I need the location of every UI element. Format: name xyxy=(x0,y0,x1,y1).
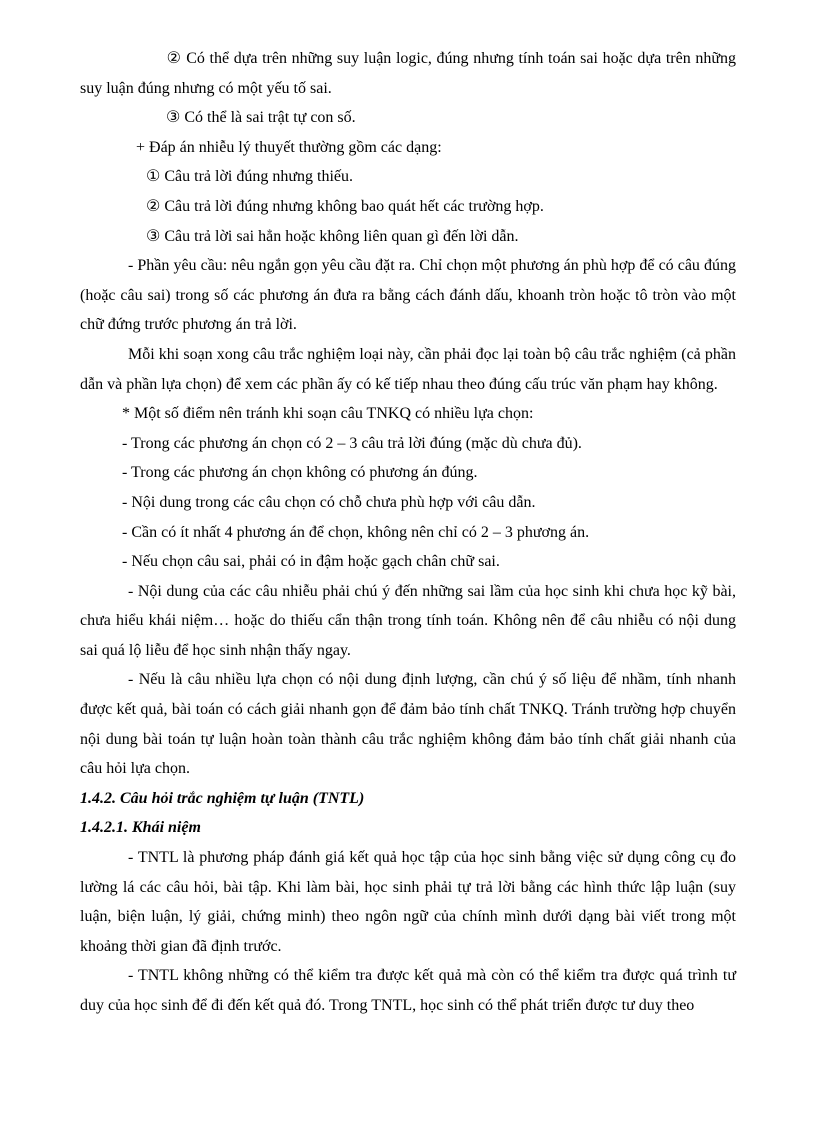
paragraph: - Phần yêu cầu: nêu ngắn gọn yêu cầu đặt ra. Chỉ chọn một phương án phù hợp để có câu đúng (hoặc câu sai) trong số các phương án đưa ra bằng cách đánh dấu, khoanh tròn hoặc tô tròn vào một chữ đứng trước phương án trả lời. xyxy=(80,257,736,334)
paragraph: Mỗi khi soạn xong câu trắc nghiệm loại này, cần phải đọc lại toàn bộ câu trắc nghiệm (cả phần dẫn và phần lựa chọn) để xem các phần ấy có kế tiếp nhau theo đúng cấu trúc văn phạm hay không. xyxy=(80,345,736,393)
paragraph: + Đáp án nhiễu lý thuyết thường gồm các dạng: xyxy=(136,138,442,156)
paragraph: ② Câu trả lời đúng nhưng không bao quát hết các trường hợp. xyxy=(146,197,544,215)
paragraph: ③ Câu trả lời sai hẳn hoặc không liên quan gì đến lời dẫn. xyxy=(146,227,519,245)
section-heading: 1.4.2. Câu hỏi trắc nghiệm tự luận (TNTL) xyxy=(80,789,365,807)
paragraph: - Nếu chọn câu sai, phải có in đậm hoặc gạch chân chữ sai. xyxy=(122,553,500,571)
paragraph: - Trong các phương án chọn có 2 – 3 câu trả lời đúng (mặc dù chưa đủ). xyxy=(122,434,582,452)
subsection-heading: 1.4.2.1. Khái niệm xyxy=(80,819,201,837)
paragraph: ③ Có thể là sai trật tự con số. xyxy=(166,109,356,127)
paragraph: - Trong các phương án chọn không có phương án đúng. xyxy=(122,464,478,482)
paragraph: - TNTL là phương pháp đánh giá kết quả học tập của học sinh bằng việc sử dụng công cụ đo lường lá các câu hỏi, bài tập. Khi làm bài, học sinh phải tự trả lời bằng các hình thức lập luận (suy luận, biện luận, lý giải, chứng minh) theo ngôn ngữ của chính mình dưới dạng bài viết trong một khoảng thời gian đã định trước. xyxy=(80,849,736,955)
paragraph xyxy=(80,44,736,103)
paragraph: * Một số điểm nên tránh khi soạn câu TNKQ có nhiều lựa chọn: xyxy=(122,405,534,423)
document-page xyxy=(80,44,736,1021)
paragraph: - Nếu là câu nhiều lựa chọn có nội dung định lượng, cần chú ý số liệu để nhầm, tính nhanh được kết quả, bài toán có cách giải nhanh gọn để đảm bảo tính chất TNKQ. Tránh trường hợp chuyển nội dung bài toán tự luận hoàn toàn thành câu trắc nghiệm không đảm bảo tính chất giải nhanh của câu hỏi lựa chọn. xyxy=(80,671,736,778)
paragraph: - Nội dung của các câu nhiễu phải chú ý đến những sai lầm của học sinh khi chưa học kỹ bài, chưa hiểu khái niệm… hoặc do thiếu cẩn thận trong tính toán. Không nên để câu nhiễu có nội dung sai quá lộ liễu để học sinh nhận thấy ngay. xyxy=(80,582,736,659)
paragraph: - TNTL không những có thể kiểm tra được kết quả mà còn có thể kiểm tra được quá trình tư duy của học sinh để đi đến kết quả đó. Trong TNTL, học sinh có thể phát triển được tư duy theo xyxy=(80,967,736,1014)
paragraph: ① Câu trả lời đúng nhưng thiếu. xyxy=(146,168,354,186)
paragraph: - Nội dung trong các câu chọn có chỗ chưa phù hợp với câu dẫn. xyxy=(122,493,536,511)
paragraph-text: ② Có thể dựa trên những suy luận logic, đúng nhưng tính toán sai hoặc dựa trên những suy luận đúng nhưng có một yếu tố sai. xyxy=(80,50,736,97)
paragraph: - Cần có ít nhất 4 phương án để chọn, không nên chỉ có 2 – 3 phương án. xyxy=(122,523,590,541)
